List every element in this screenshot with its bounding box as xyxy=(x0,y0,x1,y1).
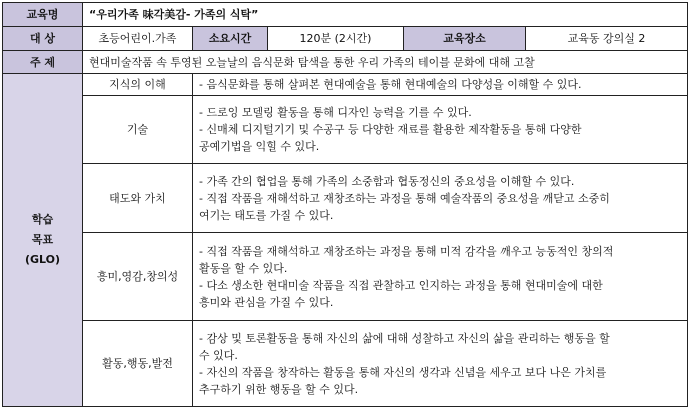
glo-description xyxy=(193,96,688,164)
theme-value: 현대미술작품 속 투영된 오늘날의 음식문화 탐색을 통한 우리 가족의 테이블 문화에 대해 고찰 xyxy=(83,51,688,74)
info-row xyxy=(3,27,688,51)
target-label: 대 상 xyxy=(3,27,83,51)
glo-row-creativity xyxy=(3,233,688,321)
glo-row-knowledge xyxy=(3,74,688,96)
theme-label: 주 제 xyxy=(3,51,83,74)
glo-description xyxy=(193,233,688,321)
glo-category: 지식의 이해 xyxy=(83,74,193,96)
glo-category: 활동,행동,발전 xyxy=(83,321,193,407)
place-label: 교육장소 xyxy=(404,27,526,51)
glo-label-line2: 목표 xyxy=(31,233,54,246)
glo-label xyxy=(3,74,83,407)
glo-line: - 다소 생소한 현대미술 작품을 직접 관찰하고 인지하는 과정을 통해 현대미술에 대한 xyxy=(199,278,603,292)
glo-line: - 가족 간의 협업을 통해 가족의 소중함과 협동정신의 중요성을 이해할 수 있다. xyxy=(199,174,575,188)
glo-line: - 신매체 디지털기기 및 수공구 등 다양한 재료를 활용한 제작활동을 통해 다양한 xyxy=(199,123,582,136)
curriculum-table xyxy=(2,2,688,407)
glo-category: 기술 xyxy=(83,96,193,164)
glo-line: - 자신의 작품을 창작하는 활동을 통해 자신의 생각과 신념을 세우고 보다 나은 가치를 xyxy=(199,365,607,379)
glo-line: 활동을 할 수 있다. xyxy=(199,261,288,275)
glo-row-attitude xyxy=(3,164,688,233)
glo-line: - 직접 작품을 재해석하고 재창조하는 과정을 통해 미적 감각을 깨우고 능동적인 창의적 xyxy=(199,244,614,258)
glo-row-action xyxy=(3,321,688,407)
glo-description xyxy=(193,164,688,233)
glo-line: 공예기법을 익힐 수 있다. xyxy=(199,140,320,153)
glo-description xyxy=(193,321,688,407)
time-value: 120분 (2시간) xyxy=(268,27,404,51)
glo-category: 흥미,영감,창의성 xyxy=(83,233,193,321)
glo-row-skill xyxy=(3,96,688,164)
target-value: 초등어린이.가족 xyxy=(83,27,193,51)
place-value: 교육동 강의실 2 xyxy=(526,27,688,51)
glo-line: - 직접 작품을 재해석하고 재창조하는 과정을 통해 예술작품의 중요성을 깨닫고 소중히 xyxy=(199,191,610,205)
glo-line: - 감상 및 토론활동을 통해 자신의 삶에 대해 성찰하고 자신의 삶을 관리하는 행동을 할 xyxy=(199,331,610,345)
program-row xyxy=(3,3,688,27)
program-label: 교육명 xyxy=(3,3,83,27)
theme-row xyxy=(3,51,688,74)
program-title: “우리가족 味각美감- 가족의 식탁” xyxy=(83,3,688,27)
glo-category: 태도와 가치 xyxy=(83,164,193,233)
glo-line: - 드로잉 모델링 활동을 통해 디자인 능력을 기를 수 있다. xyxy=(199,106,472,119)
glo-label-line1: 학습 xyxy=(31,213,54,226)
glo-line: 여기는 태도를 가질 수 있다. xyxy=(199,208,334,222)
glo-line: 추구하기 위한 행동을 할 수 있다. xyxy=(199,382,359,396)
glo-description xyxy=(193,74,688,96)
glo-line: 수 있다. xyxy=(199,348,238,362)
time-label: 소요시간 xyxy=(193,27,268,51)
glo-line: 흥미와 관심을 가질 수 있다. xyxy=(199,295,334,309)
glo-line: - 음식문화를 통해 살펴본 현대예술을 통해 현대예술의 다양성을 이해할 수 있다. xyxy=(199,78,582,91)
glo-label-line3: (GLO) xyxy=(24,253,61,266)
